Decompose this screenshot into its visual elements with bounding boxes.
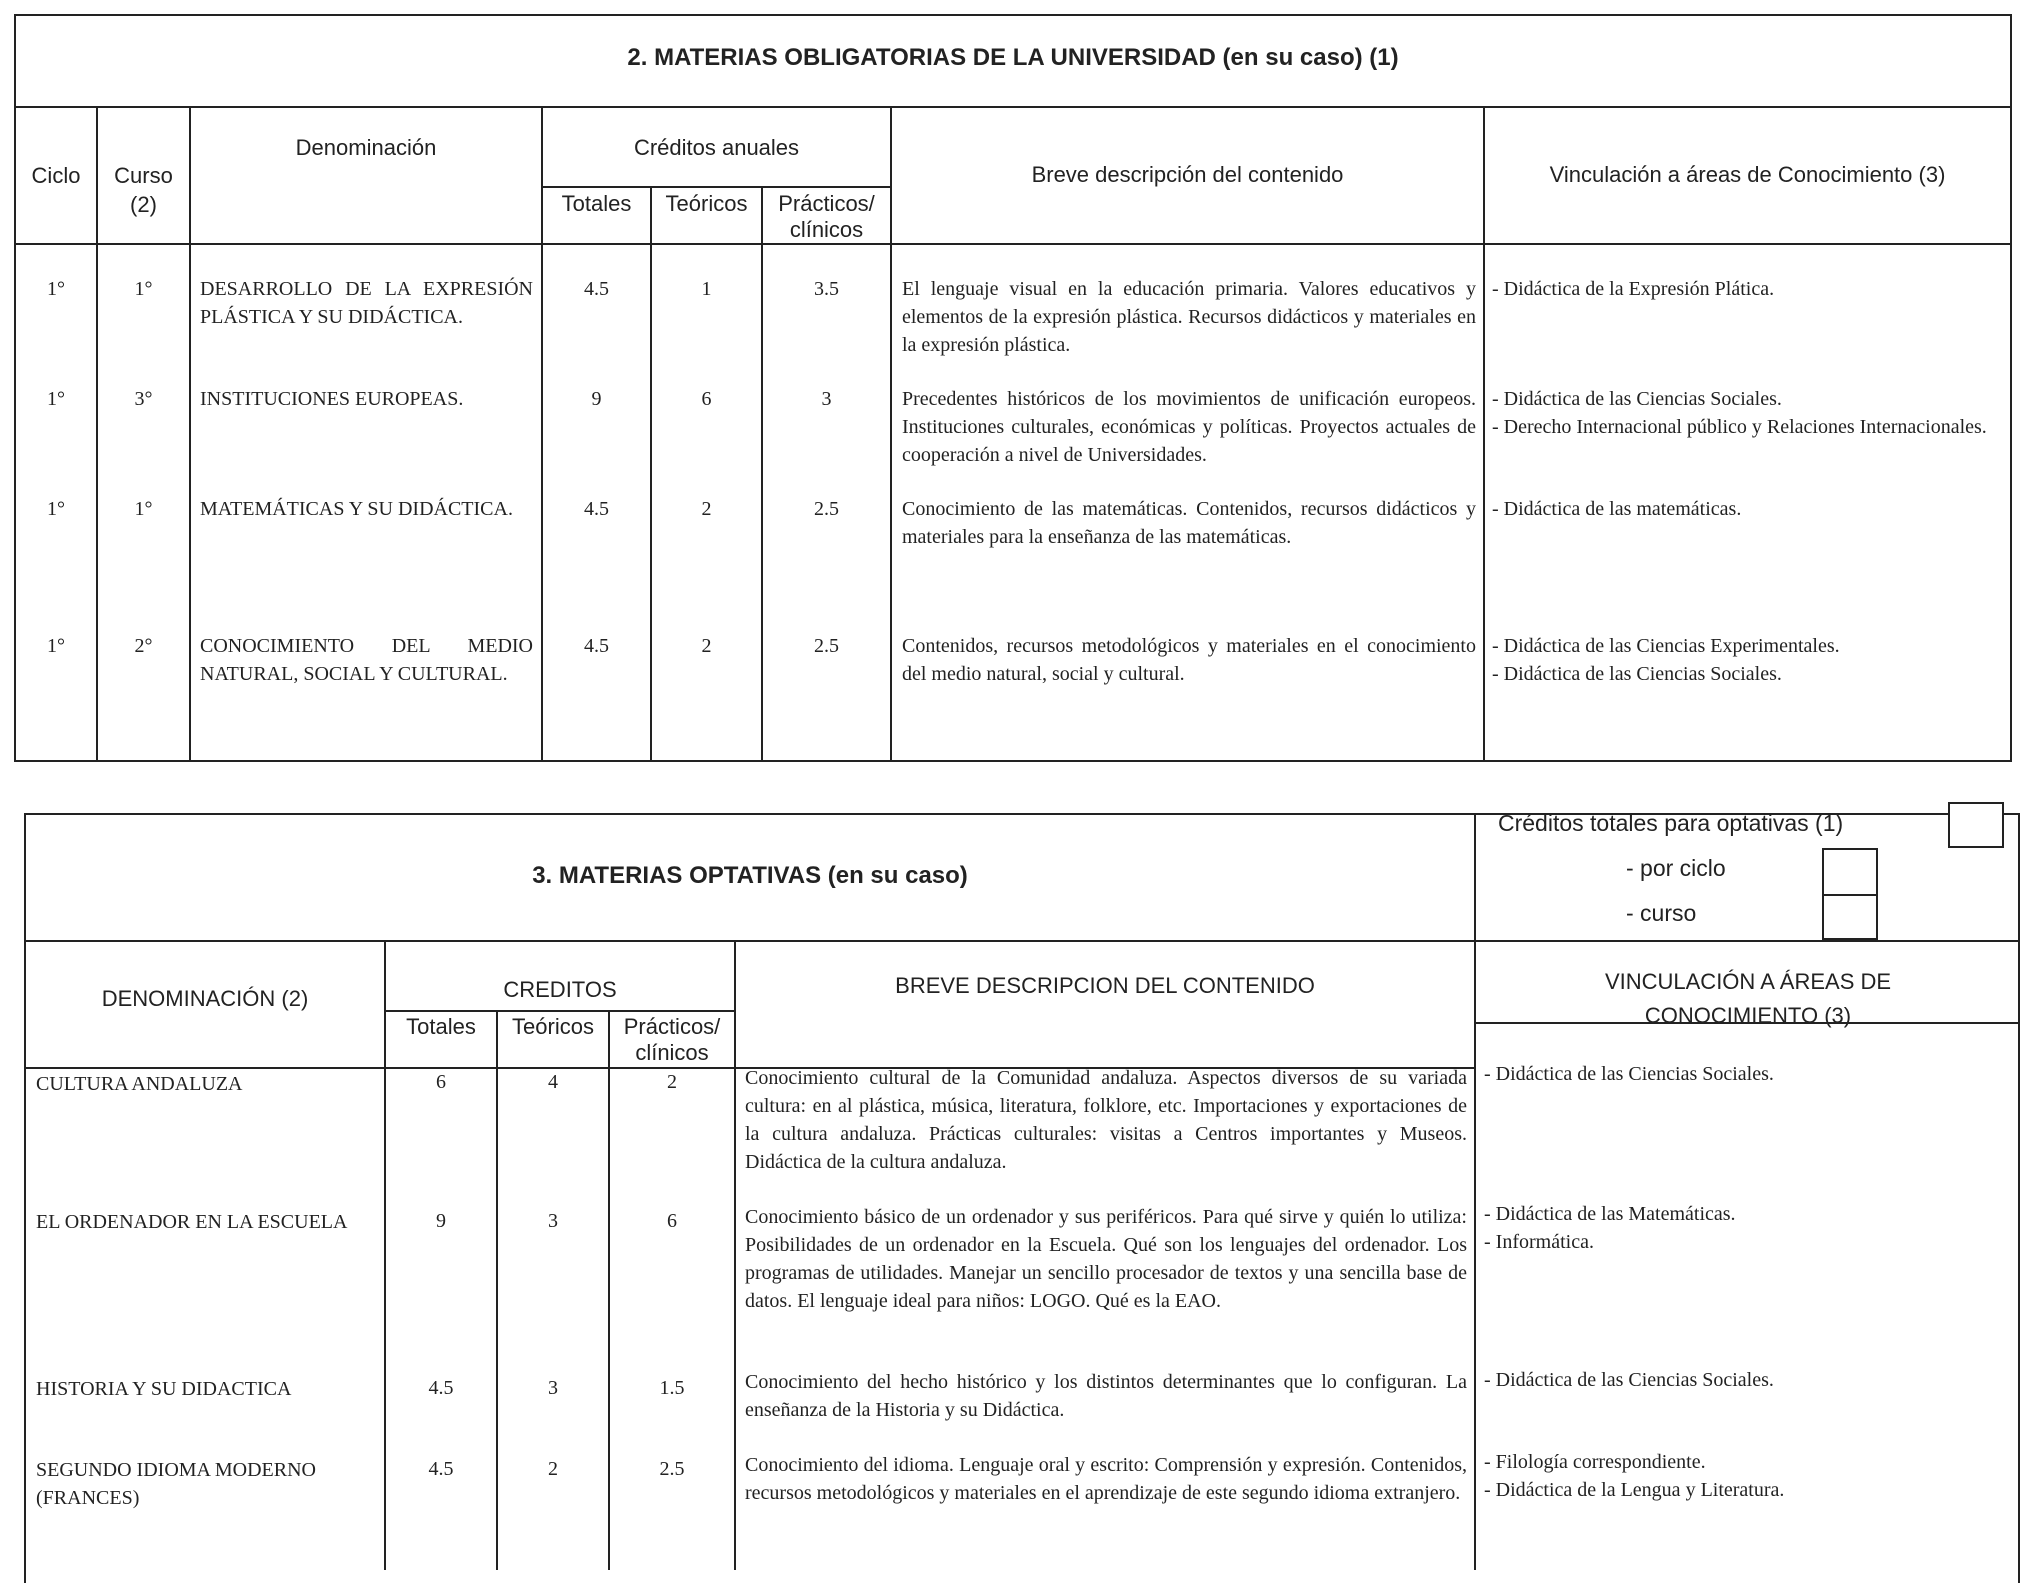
header-creditos: Créditos anuales	[633, 135, 800, 160]
teoricos-cell: 3	[548, 1377, 558, 1399]
descripcion-cell: Contenidos, recursos metodológicos y materiales en el conocimiento del medio natural, social y cultural.	[902, 635, 1476, 685]
header-creditos: CREDITOS	[503, 977, 617, 1002]
vinculacion-cell: - Didáctica de las Ciencias Sociales.	[1492, 663, 1782, 685]
denominacion-cell: INSTITUCIONES EUROPEAS.	[200, 388, 464, 410]
header-practicos: Prácticos/	[778, 191, 875, 216]
por-ciclo-label: - por ciclo	[1626, 855, 1726, 881]
vinculacion-cell: - Didáctica de la Lengua y Literatura.	[1484, 1479, 1785, 1501]
practicos-cell: 2.5	[814, 635, 839, 657]
section2-title: 2. MATERIAS OBLIGATORIAS DE LA UNIVERSIDAD (en su caso) (1)	[627, 44, 1399, 71]
vinculacion-cell: - Didáctica de las Ciencias Sociales.	[1484, 1063, 1774, 1085]
header-ciclo: Ciclo	[31, 163, 81, 188]
totales-cell: 6	[436, 1071, 446, 1093]
teoricos-cell: 1	[701, 278, 712, 300]
totales-cell: 4.5	[584, 278, 609, 300]
section3-title: 3. MATERIAS OPTATIVAS (en su caso)	[532, 862, 968, 889]
vinculacion-cell: - Didáctica de las Ciencias Sociales.	[1484, 1369, 1774, 1391]
ciclo-cell: 1°	[47, 635, 65, 657]
practicos-cell: 2.5	[659, 1458, 685, 1480]
header-denominacion: Denominación	[295, 135, 437, 160]
denominacion-cell: HISTORIA Y SU DIDACTICA	[36, 1378, 292, 1400]
por-ciclo-box[interactable]	[1822, 848, 1878, 896]
curso-label: - curso	[1626, 900, 1697, 926]
header-vinculacion: VINCULACIÓN A ÁREAS DE	[1604, 969, 1892, 994]
col-line	[734, 940, 736, 1570]
denominacion-cell: MATEMÁTICAS Y SU DIDÁCTICA.	[200, 498, 513, 520]
practicos-cell: 2	[667, 1071, 677, 1093]
header-descripcion: BREVE DESCRIPCION DEL CONTENIDO	[895, 973, 1315, 998]
ciclo-cell: 1°	[47, 498, 65, 520]
ciclo-cell: 1°	[47, 278, 65, 300]
teoricos-cell: 4	[548, 1071, 558, 1093]
section2-header-divider	[14, 243, 2012, 245]
teoricos-cell: 6	[701, 388, 712, 410]
vinculacion-cell: - Didáctica de las Ciencias Sociales.	[1492, 388, 1782, 410]
teoricos-cell: 3	[548, 1210, 558, 1232]
practicos-cell: 1.5	[659, 1377, 685, 1399]
descripcion-cell: Conocimiento del idioma. Lenguaje oral y escrito: Comprensión y expresión. Contenidos, recursos metodológicos y materiales en el aprendizaje de este segundo idioma extranjero.	[745, 1454, 1467, 1504]
totales-cell: 4.5	[428, 1458, 454, 1480]
curso-box[interactable]	[1822, 894, 1878, 940]
descripcion-cell: Conocimiento de las matemáticas. Contenidos, recursos didácticos y materiales para la enseñanza de las matemáticas.	[902, 498, 1476, 548]
header-clinicos: clínicos	[789, 217, 864, 242]
header-vinculacion-2: CONOCIMIENTO (3)	[1644, 1003, 1852, 1028]
header-curso-note: (2)	[130, 192, 157, 217]
vinculacion-cell: - Didáctica de la Expresión Plática.	[1492, 278, 1775, 300]
vinculacion-cell: - Filología correspondiente.	[1484, 1451, 1706, 1473]
teoricos-cell: 2	[548, 1458, 558, 1480]
descripcion-cell: Conocimiento básico de un ordenador y sus periféricos. Para qué sirve y quién lo utiliza: Posibilidades de un ordenador en la Escuela. Qué son los lenguajes del ordenador. Los programas de utilidades. Manejar un sencillo procesador de textos y una sencilla base de datos. El lenguaje ideal para niños: LOGO. Qué es la EAO.	[745, 1206, 1467, 1312]
col-line	[1483, 106, 1485, 762]
denominacion-cell: EL ORDENADOR EN LA ESCUELA	[36, 1211, 348, 1233]
header-curso: Curso	[114, 163, 173, 188]
descripcion-cell: El lenguaje visual en la educación primaria. Valores educativos y elementos de la expresión plástica. Recursos didácticos y materiales en la expresión plástica.	[902, 278, 1476, 356]
practicos-cell: 6	[667, 1210, 677, 1232]
vinculacion-cell: - Didáctica de las Matemáticas.	[1484, 1203, 1736, 1225]
header-totales: Totales	[406, 1014, 476, 1039]
denominacion-cell: CONOCIMIENTO DEL MEDIO NATURAL, SOCIAL Y CULTURAL.	[200, 635, 533, 685]
col-line	[890, 106, 892, 762]
section3-credits-divider	[384, 1010, 734, 1012]
descripcion-cell: Conocimiento cultural de la Comunidad andaluza. Aspectos diversos de su variada cultura: en al plástica, música, literatura, folklore, etc. Importaciones y exportaciones de la cultura andaluza. Prácticas culturales: visitas a Centros importantes y Museos. Didáctica de la cultura andaluza.	[745, 1067, 1467, 1173]
totales-cell: 9	[436, 1210, 446, 1232]
creditos-totales-box[interactable]	[1948, 802, 2004, 848]
totales-cell: 4.5	[584, 498, 609, 520]
header-descripcion: Breve descripción del contenido	[1031, 162, 1344, 187]
header-clinicos: clínicos	[635, 1040, 709, 1065]
teoricos-cell: 2	[701, 635, 712, 657]
vinculacion-cell: - Informática.	[1484, 1231, 1594, 1253]
totales-cell: 4.5	[428, 1377, 454, 1399]
descripcion-cell: Conocimiento del hecho histórico y los distintos determinantes que lo configuran. La enseñanza de la Historia y su Didáctica.	[745, 1371, 1467, 1421]
curso-cell: 3°	[134, 388, 153, 410]
col-line	[189, 106, 191, 762]
practicos-cell: 2.5	[814, 498, 839, 520]
totales-cell: 4.5	[584, 635, 609, 657]
practicos-cell: 3.5	[814, 278, 839, 300]
practicos-cell: 3	[821, 388, 832, 410]
curso-cell: 1°	[134, 278, 153, 300]
section3-title-divider	[24, 940, 2020, 942]
header-totales: Totales	[561, 191, 632, 216]
header-teoricos: Teóricos	[512, 1014, 594, 1039]
col-line	[761, 186, 763, 762]
curso-cell: 1°	[134, 498, 153, 520]
section3-vert-top	[1474, 813, 1476, 940]
denominacion-cell: SEGUNDO IDIOMA MODERNO (FRANCES)	[36, 1459, 316, 1509]
header-practicos: Prácticos/	[623, 1014, 721, 1039]
descripcion-cell: Precedentes históricos de los movimientos de unificación europeos. Instituciones culturales, económicas y políticas. Proyectos actuales de cooperación a nivel de Universidades.	[902, 388, 1476, 466]
totales-cell: 9	[591, 388, 602, 410]
denominacion-cell: DESARROLLO DE LA EXPRESIÓN PLÁSTICA Y SU DIDÁCTICA.	[200, 278, 533, 328]
denominacion-cell: CULTURA ANDALUZA	[36, 1073, 243, 1095]
col-line	[1474, 940, 1476, 1570]
vinculacion-cell: - Didáctica de las Ciencias Experimentales.	[1492, 635, 1840, 657]
vinculacion-cell: - Derecho Internacional público y Relaciones Internacionales.	[1492, 416, 1987, 438]
creditos-totales-label: Créditos totales para optativas (1)	[1498, 810, 1844, 836]
teoricos-cell: 2	[701, 498, 712, 520]
ciclo-cell: 1°	[47, 388, 65, 410]
header-vinculacion: Vinculación a áreas de Conocimiento (3)	[1549, 162, 1946, 187]
vinculacion-cell: - Didáctica de las matemáticas.	[1492, 498, 1742, 520]
curso-cell: 2°	[134, 635, 153, 657]
header-teoricos: Teóricos	[665, 191, 748, 216]
col-line	[650, 186, 652, 762]
section2-credits-divider	[541, 186, 890, 188]
header-denominacion: DENOMINACIÓN (2)	[101, 986, 309, 1011]
section2-title-divider	[14, 106, 2012, 108]
